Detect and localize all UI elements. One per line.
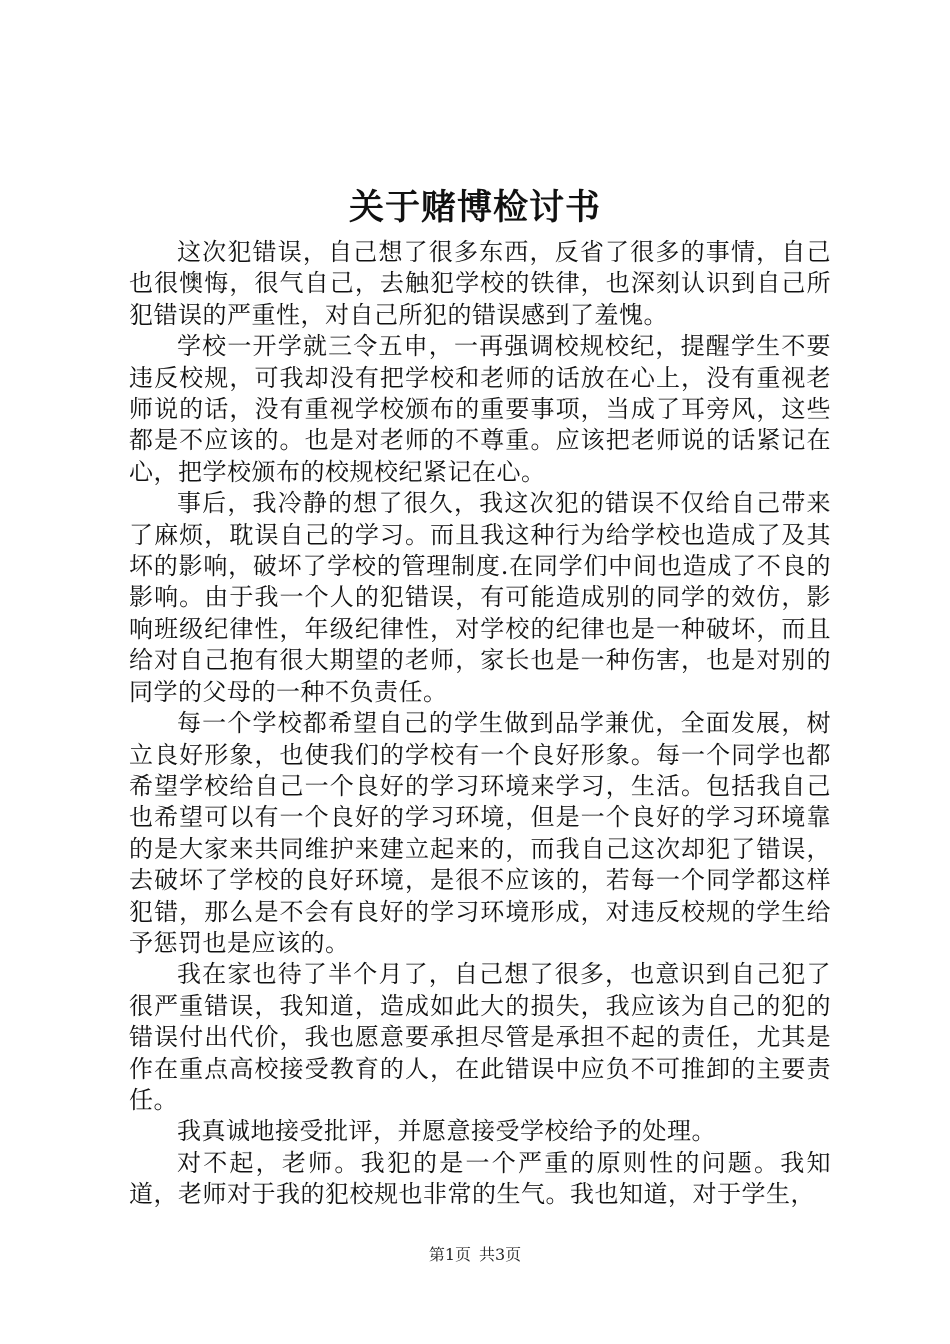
paragraph: 我在家也待了半个月了，自己想了很多，也意识到自己犯了很严重错误，我知道，造成如此大的损失，我应该为自己的犯的错误付出代价，我也愿意要承担尽管是承担不起的责任，尤其是作在重点高校接受教育的人，在此错误中应负不可推卸的主要责任。 <box>129 960 831 1114</box>
paragraph: 对不起，老师。我犯的是一个严重的原则性的问题。我知道，老师对于我的犯校规也非常的生气。我也知道，对于学生， <box>129 1148 831 1209</box>
page-total: 共3页 <box>479 1245 522 1264</box>
paragraph: 事后，我冷静的想了很久，我这次犯的错误不仅给自己带来了麻烦，耽误自己的学习。而且我这种行为给学校也造成了及其坏的影响，破坏了学校的管理制度.在同学们中间也造成了不良的影响。由于我一个人的犯错误，有可能造成别的同学的效仿，影响班级纪律性，年级纪律性，对学校的纪律也是一种破坏，而且给对自己抱有很大期望的老师，家长也是一种伤害，也是对别的同学的父母的一种不负责任。 <box>129 489 831 706</box>
page-number: 第1页 <box>428 1245 471 1264</box>
paragraph: 这次犯错误，自己想了很多东西，反省了很多的事情，自己也很懊悔，很气自己，去触犯学校的铁律，也深刻认识到自己所犯错误的严重性，对自己所犯的错误感到了羞愧。 <box>129 238 831 329</box>
paragraph: 学校一开学就三令五申，一再强调校规校纪，提醒学生不要违反校规，可我却没有把学校和老师的话放在心上，没有重视老师说的话，没有重视学校颁布的重要事项，当成了耳旁风，这些都是不应该的。也是对老师的不尊重。应该把老师说的话紧记在心，把学校颁布的校规校纪紧记在心。 <box>129 332 831 486</box>
page-footer <box>0 1243 950 1267</box>
paragraph: 每一个学校都希望自己的学生做到品学兼优，全面发展，树立良好形象，也使我们的学校有一个良好形象。每一个同学也都希望学校给自己一个良好的学习环境来学习，生活。包括我自己也希望可以有一个良好的学习环境，但是一个良好的学习环境靠的是大家来共同维护来建立起来的，而我自己这次却犯了错误，去破坏了学校的良好环境，是很不应该的，若每一个同学都这样犯错，那么是不会有良好的学习环境形成，对违反校规的学生给予惩罚也是应该的。 <box>129 709 831 957</box>
paragraph: 我真诚地接受批评，并愿意接受学校给予的处理。 <box>177 1117 716 1146</box>
document-body <box>129 237 831 1211</box>
document-title: 关于赌博检讨书 <box>348 187 601 228</box>
